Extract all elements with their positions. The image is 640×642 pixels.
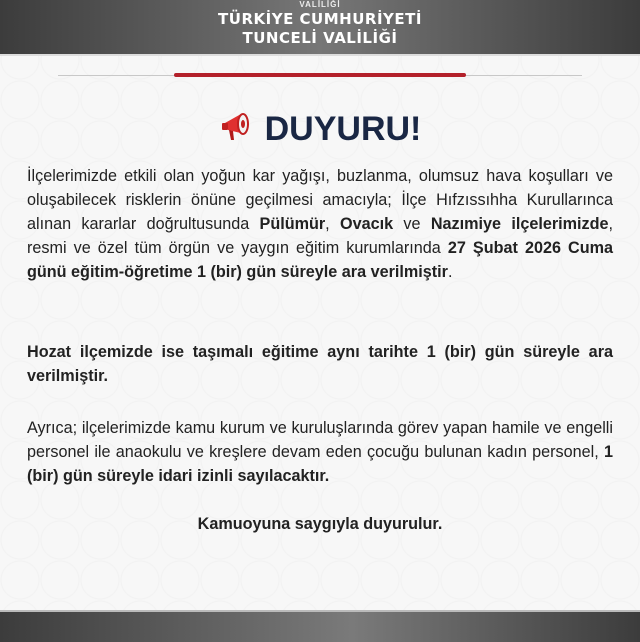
divider-accent bbox=[174, 73, 466, 77]
closing-line: Kamuoyuna saygıyla duyurulur. bbox=[197, 515, 443, 533]
header-banner bbox=[0, 0, 640, 56]
text: . bbox=[447, 263, 453, 281]
header-caption: VALİLİĞİ bbox=[299, 0, 341, 9]
text: İlçelerimizde etkili olan yoğun kar yağışı, buzlanma, olumsuz hava koşulları ve oluşabilecek risklerin önüne geçilmesi amacıyla; İlçe Hıfzıssıhha Kurullarınca alınan kararlar doğrultusunda bbox=[27, 167, 613, 233]
title-text: DUYURU! bbox=[264, 110, 422, 148]
paragraph-1 bbox=[27, 164, 613, 284]
bold-text: 1 (bir) gün süreyle idari izinli sayılacaktır. bbox=[27, 443, 613, 485]
announcement-title bbox=[0, 108, 640, 149]
megaphone-icon bbox=[219, 108, 255, 144]
text: Ayrıca; ilçelerimizde kamu kurum ve kuruluşlarında görev yapan hamile ve engelli personel ile anaokulu ve kreşlere devam eden çocuğu bulunan kadın personel, bbox=[27, 419, 613, 461]
text: , resmi ve özel tüm örgün ve yaygın eğitim kurumlarında bbox=[27, 215, 613, 257]
text: , bbox=[325, 215, 340, 233]
text: ve bbox=[393, 215, 431, 233]
bold-text: Ovacık bbox=[339, 215, 394, 233]
bold-text: Hozat ilçemizde ise taşımalı eğitime aynı tarihte 1 (bir) gün süreyle ara verilmiştir. bbox=[27, 343, 613, 385]
bold-text: Pülümür bbox=[259, 215, 326, 233]
footer-banner bbox=[0, 610, 640, 642]
header-title-line1: TÜRKİYE CUMHURİYETİ bbox=[218, 10, 422, 28]
header-title-line2: TUNCELİ VALİLİĞİ bbox=[242, 29, 398, 47]
bold-text: Nazımiye ilçelerimizde bbox=[430, 215, 609, 233]
paragraph-3 bbox=[27, 416, 613, 488]
bold-text: 27 Şubat 2026 Cuma günü eğitim-öğretime 1 (bir) gün süreyle ara verilmiştir bbox=[27, 239, 613, 281]
paragraph-2 bbox=[27, 340, 613, 388]
